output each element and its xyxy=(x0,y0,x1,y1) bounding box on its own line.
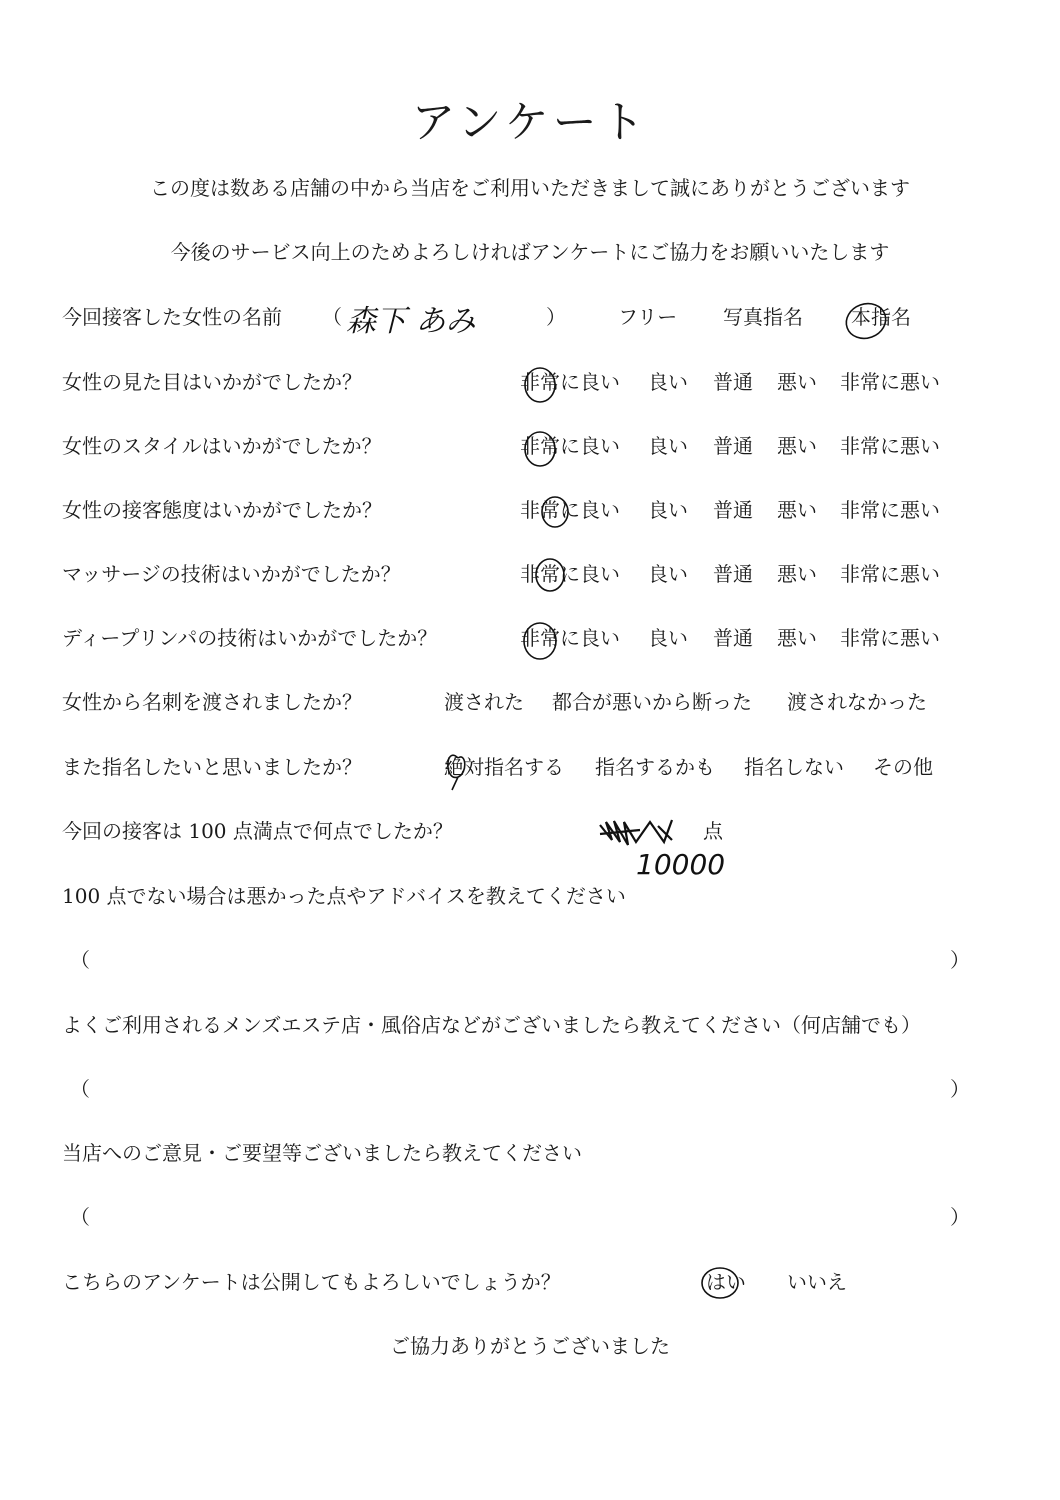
rating-average[interactable]: 普通 xyxy=(713,626,753,650)
opinion-open-paren: （ xyxy=(70,1205,90,1229)
option-main-nomination[interactable]: 本指名 xyxy=(851,305,911,329)
question-lymph-skill: ディープリンパの技術はいかがでしたか？ xyxy=(62,626,438,650)
opinion-close-paren: ） xyxy=(950,1205,970,1229)
rating-very-bad[interactable]: 非常に悪い xyxy=(840,626,940,650)
advice-prompt: 100 点でない場合は悪かった点やアドバイスを教えてください xyxy=(62,884,626,908)
publish-option-yes[interactable]: はい xyxy=(706,1270,746,1294)
rebook-option-definitely[interactable]: 絶対指名する xyxy=(444,755,564,779)
shops-close-paren: ） xyxy=(950,1077,970,1101)
score-unit: 点 xyxy=(703,819,723,843)
question-rebook: また指名したいと思いましたか？ xyxy=(62,755,362,779)
rating-very-good[interactable]: 非常に良い xyxy=(520,562,620,586)
rating-good[interactable]: 良い xyxy=(648,562,688,586)
question-score: 今回の接客は 100 点満点で何点でしたか？ xyxy=(62,819,453,843)
rating-very-bad[interactable]: 非常に悪い xyxy=(840,370,940,394)
rating-bad[interactable]: 悪い xyxy=(777,370,817,394)
rating-average[interactable]: 普通 xyxy=(713,370,753,394)
advice-open-paren: （ xyxy=(70,948,90,972)
option-free[interactable]: フリー xyxy=(618,305,678,329)
rebook-option-maybe[interactable]: 指名するかも xyxy=(595,755,715,779)
rating-average[interactable]: 普通 xyxy=(713,434,753,458)
rating-good[interactable]: 良い xyxy=(648,498,688,522)
opinion-prompt: 当店へのご意見・ご要望等ございましたら教えてください xyxy=(62,1141,582,1165)
rating-very-good[interactable]: 非常に良い xyxy=(520,498,620,522)
score-scribble xyxy=(600,820,672,845)
rating-bad[interactable]: 悪い xyxy=(777,626,817,650)
rebook-option-other[interactable]: その他 xyxy=(873,755,933,779)
rating-very-good[interactable]: 非常に良い xyxy=(520,434,620,458)
intro-line-2: 今後のサービス向上のためよろしければアンケートにご協力をお願いいたします xyxy=(170,240,890,264)
rating-good[interactable]: 良い xyxy=(648,626,688,650)
rating-very-bad[interactable]: 非常に悪い xyxy=(840,434,940,458)
rating-very-good[interactable]: 非常に良い xyxy=(520,626,620,650)
card-option-not-received[interactable]: 渡されなかった xyxy=(787,690,927,714)
option-photo-nomination[interactable]: 写真指名 xyxy=(723,305,803,329)
rating-very-good[interactable]: 非常に良い xyxy=(520,370,620,394)
handwritten-name: 森下 あみ xyxy=(346,304,476,339)
name-label: 今回接客した女性の名前 xyxy=(62,305,282,329)
rebook-option-no[interactable]: 指名しない xyxy=(744,755,844,779)
survey-title: アンケート xyxy=(411,97,649,148)
rating-good[interactable]: 良い xyxy=(648,370,688,394)
card-option-declined[interactable]: 都合が悪いから断った xyxy=(552,690,752,714)
question-publish: こちらのアンケートは公開してもよろしいでしょうか？ xyxy=(62,1270,561,1294)
question-appearance: 女性の見た目はいかがでしたか？ xyxy=(62,370,362,394)
card-option-received[interactable]: 渡された xyxy=(444,690,524,714)
intro-line-1: この度は数ある店舗の中から当店をご利用いただきまして誠にありがとうございます xyxy=(150,176,910,200)
question-massage-skill: マッサージの技術はいかがでしたか？ xyxy=(62,562,401,586)
question-style: 女性のスタイルはいかがでしたか？ xyxy=(62,434,382,458)
advice-close-paren: ） xyxy=(950,948,970,972)
rating-bad[interactable]: 悪い xyxy=(777,498,817,522)
question-service-attitude: 女性の接客態度はいかがでしたか？ xyxy=(62,498,382,522)
handwritten-score: 10000 xyxy=(636,848,726,881)
question-business-card: 女性から名刺を渡されましたか？ xyxy=(62,690,362,714)
rating-average[interactable]: 普通 xyxy=(713,498,753,522)
rating-bad[interactable]: 悪い xyxy=(777,434,817,458)
closing-message: ご協力ありがとうございました xyxy=(390,1334,670,1358)
rating-bad[interactable]: 悪い xyxy=(777,562,817,586)
rating-good[interactable]: 良い xyxy=(648,434,688,458)
shops-open-paren: （ xyxy=(70,1077,90,1101)
name-close-paren: ） xyxy=(546,305,566,329)
shops-prompt: よくご利用されるメンズエステ店・風俗店などがございましたら教えてください（何店舗でも） xyxy=(62,1013,921,1037)
rating-very-bad[interactable]: 非常に悪い xyxy=(840,562,940,586)
rating-very-bad[interactable]: 非常に悪い xyxy=(840,498,940,522)
publish-option-no[interactable]: いいえ xyxy=(787,1270,847,1294)
name-open-paren: （ xyxy=(322,305,342,329)
rating-average[interactable]: 普通 xyxy=(713,562,753,586)
